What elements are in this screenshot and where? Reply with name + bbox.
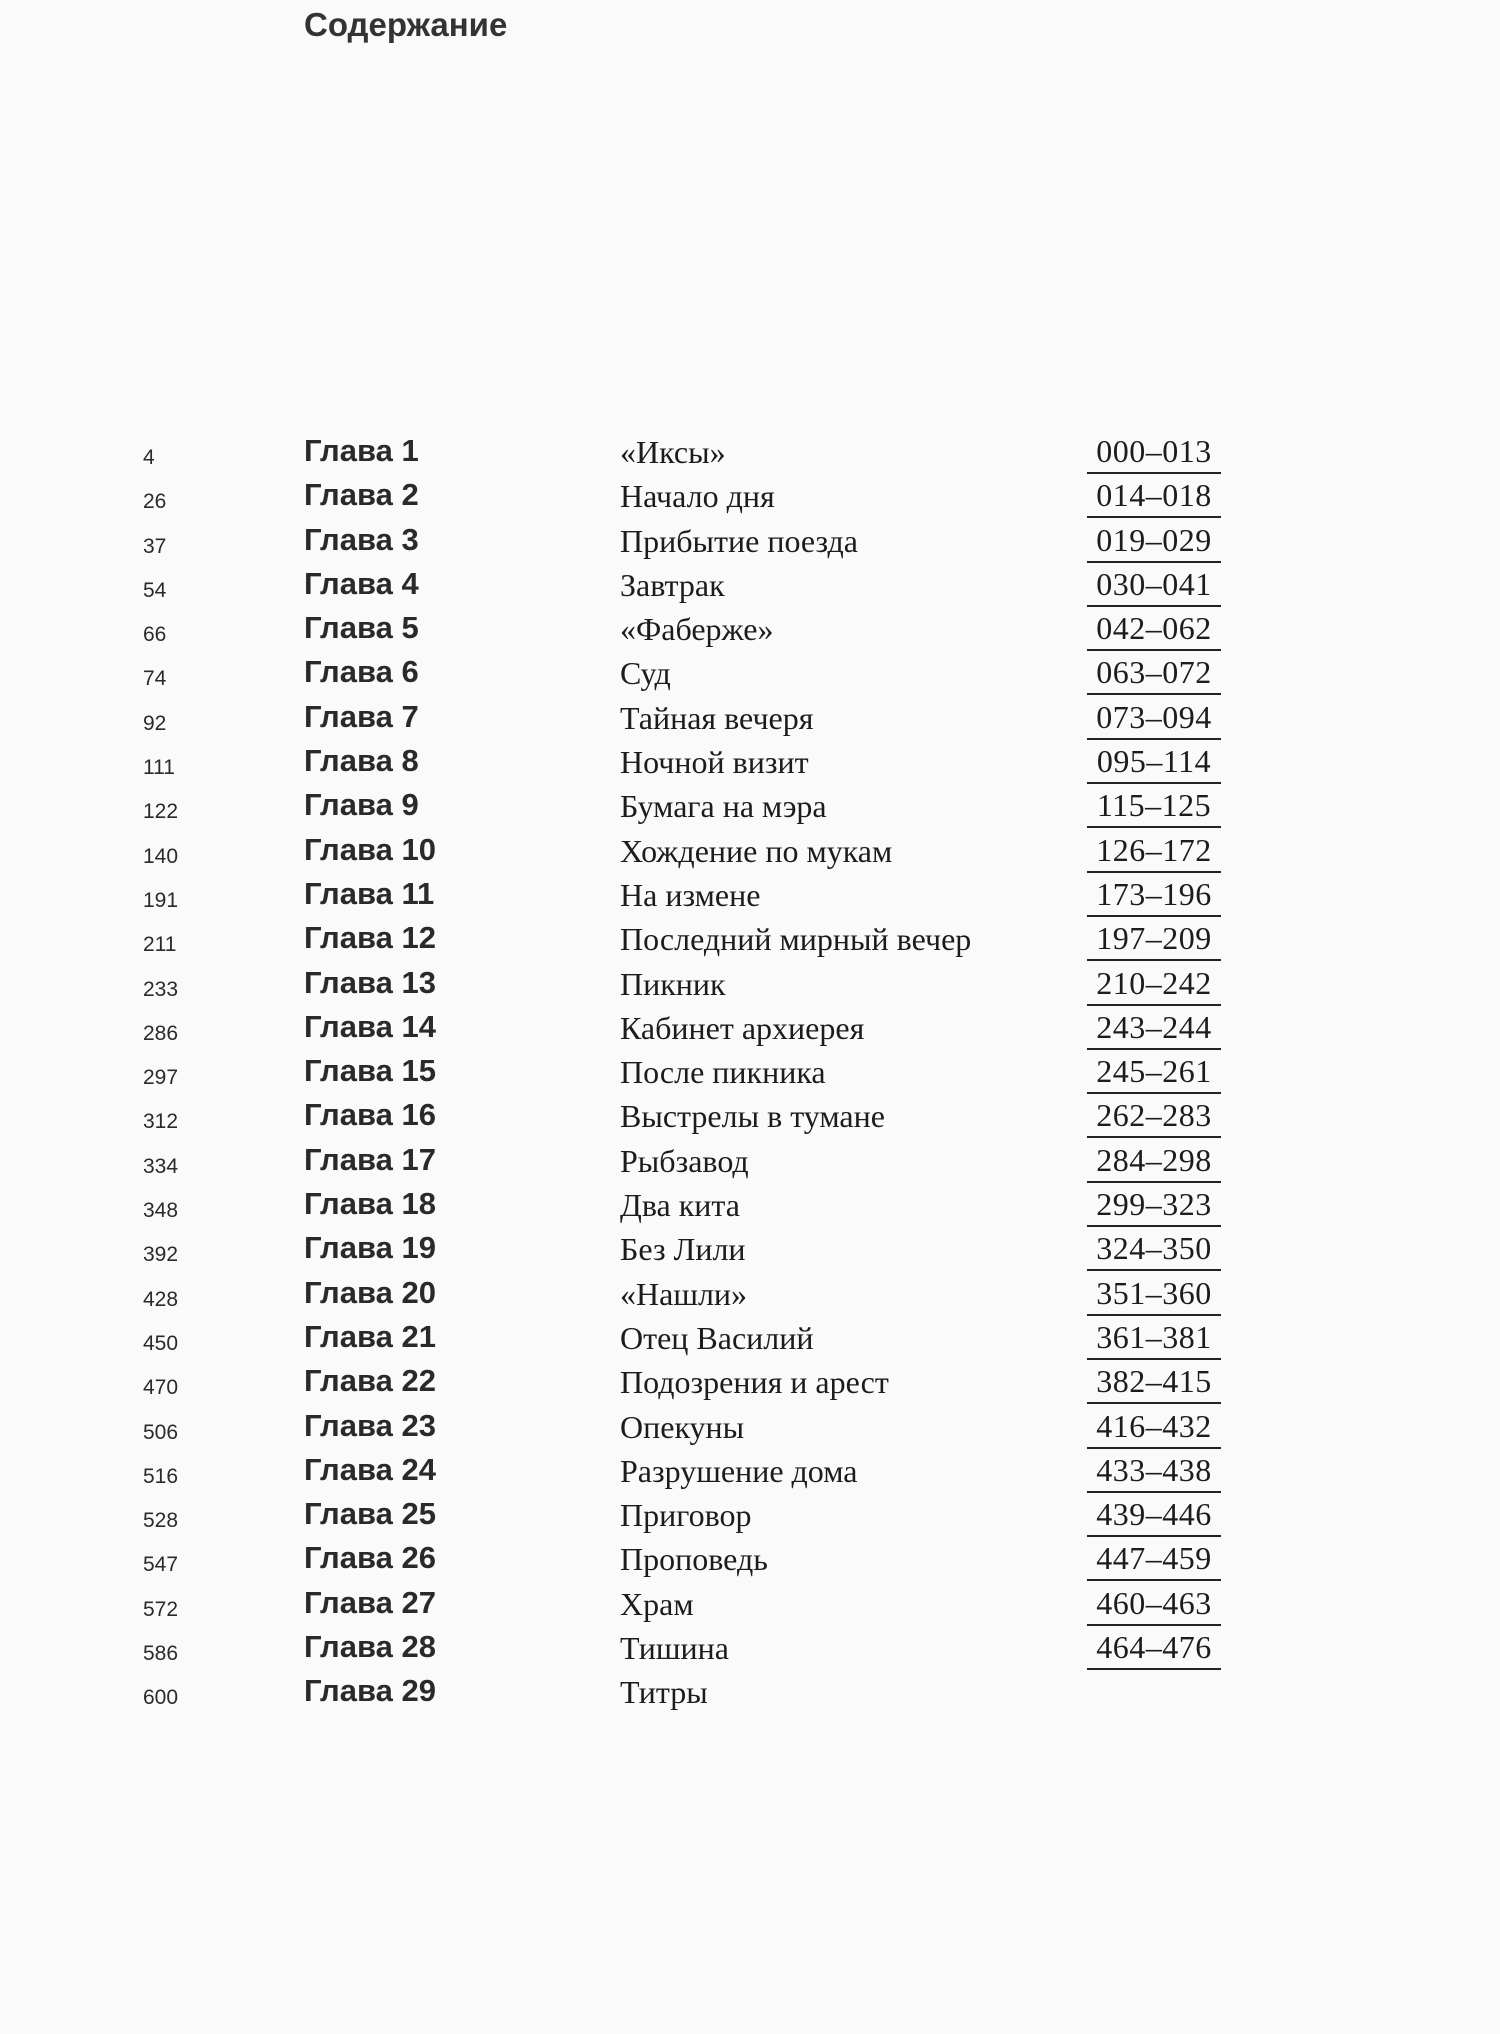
toc-scene-range: 262–283: [1087, 1094, 1221, 1138]
toc-entry: [0, 1582, 1500, 1626]
toc-entry: [0, 1094, 1500, 1138]
toc-chapter-label: Глава 20: [304, 1274, 436, 1310]
toc-chapter-title: Без Лили: [620, 1231, 746, 1268]
toc-chapter-label: Глава 10: [304, 831, 436, 867]
toc-chapter-title: Проповедь: [620, 1541, 768, 1578]
toc-chapter-label: Глава 3: [304, 521, 419, 557]
toc-entry: [0, 1449, 1500, 1493]
toc-chapter-title: После пикника: [620, 1054, 826, 1091]
toc-page-number: 286: [143, 1021, 179, 1045]
toc-entry: [0, 1405, 1500, 1449]
toc-page-number: 348: [143, 1199, 179, 1223]
toc-scene-range: 361–381: [1087, 1316, 1221, 1360]
toc-scene-range: 245–261: [1087, 1050, 1221, 1094]
toc-scene-range: 173–196: [1087, 873, 1221, 917]
toc-scene-range: 019–029: [1087, 519, 1221, 563]
toc-scene-range: 115–125: [1087, 784, 1221, 828]
toc-page-number: 37: [143, 534, 167, 558]
toc-page-number: 547: [143, 1553, 179, 1577]
toc-page-number: 111: [143, 756, 175, 780]
toc-chapter-label: Глава 27: [304, 1584, 436, 1620]
toc-chapter-label: Глава 8: [304, 743, 419, 779]
toc-page-number: 74: [143, 667, 167, 691]
toc-chapter-title: Рыбзавод: [620, 1142, 749, 1179]
toc-page-number: 450: [143, 1331, 179, 1355]
toc-page-number: 334: [143, 1154, 179, 1178]
toc-entry: [0, 1006, 1500, 1050]
toc-scene-range: 416–432: [1087, 1405, 1221, 1449]
toc-entry: [0, 740, 1500, 784]
toc-entry: [0, 474, 1500, 518]
toc-chapter-label: Глава 18: [304, 1186, 436, 1222]
toc-page-number: 26: [143, 490, 167, 514]
toc-page-number: 600: [143, 1686, 179, 1710]
toc-chapter-title: Тайная вечеря: [620, 699, 814, 736]
toc-scene-range: 284–298: [1087, 1139, 1221, 1183]
toc-chapter-label: Глава 12: [304, 920, 436, 956]
toc-entry: [0, 563, 1500, 607]
toc-entry: [0, 519, 1500, 563]
toc-chapter-title: Суд: [620, 655, 671, 692]
toc-scene-range: 351–360: [1087, 1272, 1221, 1316]
toc-chapter-title: На измене: [620, 876, 761, 913]
toc-chapter-label: Глава 22: [304, 1363, 436, 1399]
toc-chapter-label: Глава 14: [304, 1008, 436, 1044]
toc-scene-range: 014–018: [1087, 474, 1221, 518]
toc-page-number: 4: [143, 446, 155, 469]
toc-chapter-title: Подозрения и арест: [620, 1364, 889, 1401]
toc-chapter-label: Глава 21: [304, 1318, 436, 1354]
toc-page-number: 211: [143, 933, 177, 957]
toc-entry: [0, 607, 1500, 651]
toc-chapter-title: Разрушение дома: [620, 1452, 858, 1489]
toc-page-number: 191: [143, 888, 179, 912]
toc-chapter-label: Глава 13: [304, 964, 436, 1000]
toc-entry: [0, 1050, 1500, 1094]
toc-chapter-label: Глава 7: [304, 698, 419, 734]
toc-entry: [0, 1272, 1500, 1316]
toc-chapter-label: Глава 1: [304, 433, 419, 468]
toc-chapter-title: Опекуны: [620, 1408, 745, 1445]
toc-scene-range: 464–476: [1087, 1626, 1221, 1670]
toc-chapter-title: Выстрелы в тумане: [620, 1098, 885, 1135]
toc-page-number: 506: [143, 1420, 179, 1444]
toc-page-number: 297: [143, 1066, 179, 1090]
toc-entry: [0, 784, 1500, 828]
toc-chapter-label: Глава 24: [304, 1451, 436, 1487]
toc-chapter-title: Прибытие поезда: [620, 522, 858, 559]
toc-page-number: 516: [143, 1464, 179, 1488]
toc-scene-range: 460–463: [1087, 1582, 1221, 1626]
toc-chapter-title: Последний мирный вечер: [620, 921, 972, 958]
toc-scene-range: 324–350: [1087, 1227, 1221, 1271]
toc-page-number: 92: [143, 711, 167, 735]
toc-entry: [0, 1183, 1500, 1227]
toc-entry: [0, 1360, 1500, 1404]
toc-page-number: 392: [143, 1243, 179, 1267]
toc-entry: [0, 696, 1500, 740]
toc-chapter-label: Глава 5: [304, 610, 419, 646]
toc-scene-range: 042–062: [1087, 607, 1221, 651]
toc-chapter-label: Глава 26: [304, 1540, 436, 1576]
toc-entry: [0, 1626, 1500, 1670]
toc-scene-range: 439–446: [1087, 1493, 1221, 1537]
toc-page-number: 312: [143, 1110, 179, 1134]
toc-entry: [0, 1670, 1500, 1714]
toc-chapter-title: Бумага на мэра: [620, 788, 827, 825]
toc-chapter-title: «Фаберже»: [620, 611, 774, 648]
table-of-contents: [0, 430, 1500, 1715]
toc-entry: [0, 651, 1500, 695]
toc-chapter-label: Глава 23: [304, 1407, 436, 1443]
toc-page-number: 428: [143, 1287, 179, 1311]
toc-chapter-title: Титры: [620, 1674, 708, 1711]
toc-chapter-label: Глава 6: [304, 654, 419, 690]
toc-chapter-label: Глава 11: [304, 875, 435, 911]
toc-chapter-label: Глава 2: [304, 477, 419, 513]
toc-scene-range: 382–415: [1087, 1360, 1221, 1404]
toc-chapter-label: Глава 4: [304, 565, 419, 601]
toc-chapter-label: Глава 28: [304, 1629, 436, 1665]
toc-page-number: 586: [143, 1642, 179, 1666]
toc-entry: [0, 829, 1500, 873]
toc-scene-range: 299–323: [1087, 1183, 1221, 1227]
toc-chapter-label: Глава 25: [304, 1496, 436, 1532]
toc-chapter-title: Приговор: [620, 1497, 752, 1534]
toc-page-number: 233: [143, 977, 179, 1001]
toc-chapter-title: Два кита: [620, 1187, 740, 1224]
toc-entry: [0, 962, 1500, 1006]
toc-scene-range: 000–013: [1087, 430, 1221, 474]
toc-chapter-title: Завтрак: [620, 566, 725, 603]
toc-scene-range: 197–209: [1087, 917, 1221, 961]
toc-scene-range: 243–244: [1087, 1006, 1221, 1050]
toc-entry: [0, 430, 1500, 474]
toc-chapter-title: «Нашли»: [620, 1275, 748, 1312]
toc-scene-range: 433–438: [1087, 1449, 1221, 1493]
toc-chapter-title: Ночной визит: [620, 744, 809, 781]
toc-scene-range: 447–459: [1087, 1537, 1221, 1581]
toc-entry: [0, 1139, 1500, 1183]
page-title: Содержание: [304, 6, 508, 43]
toc-chapter-label: Глава 15: [304, 1053, 436, 1089]
toc-scene-range: 030–041: [1087, 563, 1221, 607]
toc-chapter-title: Кабинет архиерея: [620, 1009, 865, 1046]
toc-entry: [0, 917, 1500, 961]
toc-page-number: 122: [143, 800, 179, 824]
toc-page-number: 54: [143, 578, 167, 602]
toc-scene-range: 095–114: [1087, 740, 1221, 784]
toc-entry: [0, 1316, 1500, 1360]
toc-entry: [0, 873, 1500, 917]
toc-chapter-title: Начало дня: [620, 478, 775, 515]
toc-chapter-label: Глава 29: [304, 1673, 436, 1709]
toc-page-number: 528: [143, 1509, 179, 1533]
toc-scene-range: 126–172: [1087, 829, 1221, 873]
toc-chapter-label: Глава 9: [304, 787, 419, 823]
toc-chapter-title: «Иксы»: [620, 434, 726, 470]
toc-page-number: 572: [143, 1597, 179, 1621]
toc-scene-range: 063–072: [1087, 651, 1221, 695]
toc-chapter-title: Храм: [620, 1585, 694, 1622]
toc-chapter-title: Тишина: [620, 1630, 729, 1667]
toc-chapter-label: Глава 19: [304, 1230, 436, 1266]
toc-page-number: 140: [143, 844, 179, 868]
toc-entry: [0, 1537, 1500, 1581]
toc-chapter-title: Хождение по мукам: [620, 832, 893, 869]
toc-chapter-label: Глава 16: [304, 1097, 436, 1133]
toc-page-number: 66: [143, 623, 167, 647]
toc-chapter-label: Глава 17: [304, 1141, 436, 1177]
toc-scene-range: 210–242: [1087, 962, 1221, 1006]
toc-page-number: 470: [143, 1376, 179, 1400]
toc-entry: [0, 1227, 1500, 1271]
toc-entry: [0, 1493, 1500, 1537]
toc-scene-range: 073–094: [1087, 696, 1221, 740]
toc-chapter-title: Пикник: [620, 965, 726, 1002]
toc-chapter-title: Отец Василий: [620, 1319, 814, 1356]
